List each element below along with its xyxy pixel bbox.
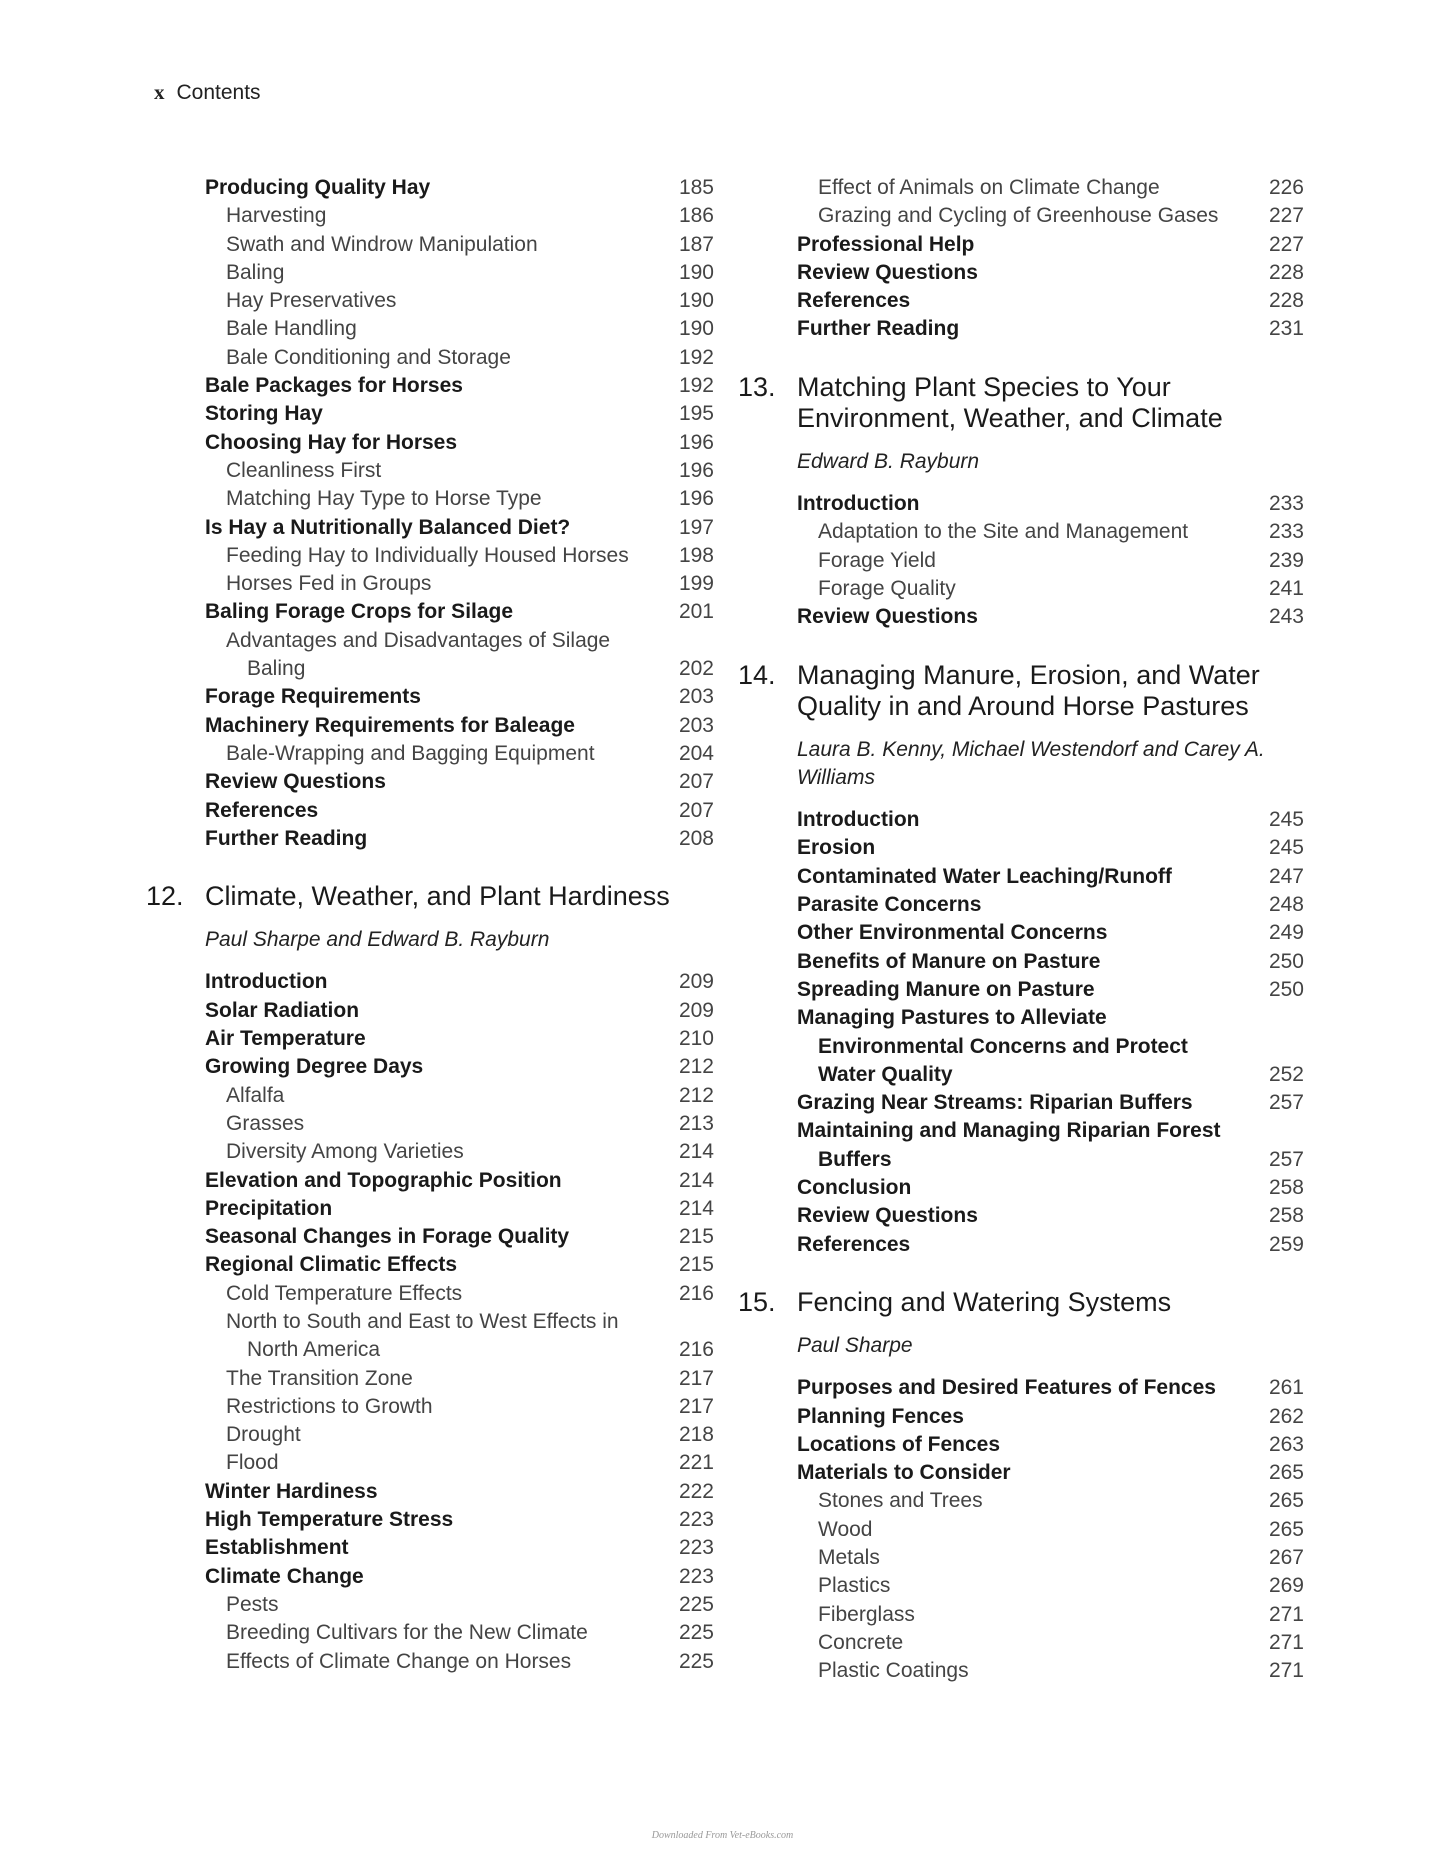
toc-entry-title: Introduction (797, 808, 920, 832)
toc-entry[interactable] (738, 231, 1304, 259)
toc-entry[interactable] (738, 1117, 1304, 1145)
toc-entry-title: Environmental Concerns and Protect (818, 1034, 1188, 1058)
toc-entry-page: 207 (678, 798, 714, 822)
toc-entry-page: 245 (1268, 808, 1304, 832)
toc-entry-title: Is Hay a Nutritionally Balanced Diet? (205, 515, 571, 539)
chapter-title: Matching Plant Species to Your Environment, Weather, and Climate (797, 371, 1223, 433)
toc-entry-title: Metals (818, 1545, 880, 1569)
toc-entry-page: 223 (678, 1536, 714, 1560)
toc-entry-title: Fiberglass (818, 1602, 915, 1626)
toc-entry-page: 250 (1268, 977, 1304, 1001)
toc-entry-page: 218 (678, 1423, 714, 1447)
toc-entry-title: Forage Requirements (205, 685, 421, 709)
toc-entry-title: Matching Hay Type to Horse Type (226, 487, 542, 511)
toc-entry[interactable] (146, 429, 714, 457)
toc-entry-title: Planning Fences (797, 1404, 964, 1428)
toc-entry-title: Water Quality (818, 1062, 953, 1086)
toc-entry[interactable] (738, 976, 1304, 1004)
toc-entry[interactable] (738, 603, 1304, 631)
toc-entry-page: 215 (678, 1225, 714, 1249)
toc-entry-title: Storing Hay (205, 402, 323, 426)
toc-entry-title: Baling (226, 260, 285, 284)
toc-entry-title: Stones and Trees (818, 1489, 983, 1513)
toc-entry-page: 271 (1268, 1602, 1304, 1626)
toc-entry[interactable] (146, 400, 714, 428)
toc-entry[interactable] (738, 1516, 1304, 1544)
toc-entry-title: References (205, 798, 319, 822)
watermark: Downloaded From Vet-eBooks.com (651, 1830, 794, 1841)
toc-entry[interactable] (146, 1110, 714, 1138)
toc-entry[interactable] (738, 1231, 1304, 1259)
toc-entry-page: 258 (1268, 1204, 1304, 1228)
chapter-heading (738, 372, 1304, 434)
toc-entry[interactable] (146, 1591, 714, 1619)
toc-entry-page: 187 (678, 232, 714, 256)
toc-entry-page: 265 (1268, 1461, 1304, 1485)
toc-entry-page: 227 (1268, 204, 1304, 228)
toc-entry-title: The Transition Zone (226, 1366, 413, 1390)
toc-entry-title: Review Questions (205, 770, 386, 794)
toc-entry[interactable] (146, 768, 714, 796)
toc-entry-page: 190 (678, 260, 714, 284)
toc-entry-title: Machinery Requirements for Baleage (205, 713, 575, 737)
toc-entry-page: 203 (678, 685, 714, 709)
toc-entry-title: Feeding Hay to Individually Housed Horses (226, 543, 629, 567)
toc-entry-page: 225 (678, 1649, 714, 1673)
toc-entry-title: Harvesting (226, 204, 327, 228)
toc-entry-title: Bale-Wrapping and Bagging Equipment (226, 741, 595, 765)
toc-entry-page: 265 (1268, 1489, 1304, 1513)
toc-entry-page: 265 (1268, 1517, 1304, 1541)
toc-entry-page: 243 (1268, 605, 1304, 629)
toc-entry-title: Parasite Concerns (797, 893, 982, 917)
toc-entry-page: 271 (1268, 1659, 1304, 1683)
toc-entry[interactable] (146, 1223, 714, 1251)
toc-entry[interactable] (146, 825, 714, 853)
toc-entry-page: 262 (1268, 1404, 1304, 1428)
toc-entry[interactable] (738, 1089, 1304, 1117)
toc-entry[interactable] (146, 570, 714, 598)
toc-entry-title: Erosion (797, 836, 876, 860)
toc-entry[interactable] (738, 287, 1304, 315)
toc-entry-title: Professional Help (797, 232, 975, 256)
toc-entry-page: 227 (1268, 232, 1304, 256)
toc-entry-page: 226 (1268, 176, 1304, 199)
toc-entry-page: 223 (678, 1564, 714, 1588)
toc-entry-page: 216 (678, 1338, 714, 1362)
toc-entry-title: Concrete (818, 1630, 904, 1654)
toc-entry-title: Growing Degree Days (205, 1055, 424, 1079)
toc-entry-title: Swath and Windrow Manipulation (226, 232, 538, 256)
toc-entry-title: Further Reading (797, 317, 960, 341)
toc-entry-title: Regional Climatic Effects (205, 1253, 458, 1277)
toc-entry[interactable] (738, 1629, 1304, 1657)
toc-entry-page: 245 (1268, 836, 1304, 860)
toc-entry-title: Flood (226, 1451, 279, 1475)
toc-entry[interactable] (146, 1449, 714, 1477)
toc-entry[interactable] (146, 740, 714, 768)
toc-entry-title: Introduction (205, 970, 328, 994)
toc-entry[interactable] (146, 1251, 714, 1279)
toc-entry[interactable] (738, 1544, 1304, 1572)
toc-entry[interactable] (738, 1459, 1304, 1487)
toc-entry[interactable] (146, 627, 714, 655)
toc-entry-page: 259 (1268, 1232, 1304, 1256)
toc-entry-title: Buffers (818, 1147, 892, 1171)
toc-entry-title: Benefits of Manure on Pasture (797, 949, 1101, 973)
toc-entry[interactable] (146, 372, 714, 400)
toc-entry-title: Solar Radiation (205, 998, 360, 1022)
toc-entry-page: 190 (678, 317, 714, 341)
running-title: Contents (176, 81, 261, 104)
toc-entry-page: 192 (678, 374, 714, 398)
toc-entry[interactable] (738, 1202, 1304, 1230)
toc-entry[interactable] (146, 1082, 714, 1110)
toc-entry-page: 207 (678, 770, 714, 794)
toc-entry-page: 228 (1268, 289, 1304, 313)
toc-entry[interactable] (146, 1138, 714, 1166)
toc-entry-page: 263 (1268, 1432, 1304, 1456)
page-header (154, 80, 261, 105)
toc-entry-page: 201 (678, 600, 714, 624)
toc-entry-title: Climate Change (205, 1564, 364, 1588)
toc-entry-page: 215 (678, 1253, 714, 1277)
toc-entry-title: Adaptation to the Site and Management (818, 520, 1189, 544)
toc-entry-title: References (797, 1232, 911, 1256)
toc-entry-page: 249 (1268, 921, 1304, 945)
toc-entry-title: Contaminated Water Leaching/Runoff (797, 864, 1172, 888)
toc-entry[interactable] (738, 1601, 1304, 1629)
toc-entry-title: Review Questions (797, 1204, 978, 1228)
toc-entry[interactable] (146, 968, 714, 996)
toc-entry[interactable] (146, 683, 714, 711)
toc-entry[interactable] (738, 891, 1304, 919)
toc-entry-page: 214 (678, 1196, 714, 1220)
toc-entry-title: Bale Conditioning and Storage (226, 345, 511, 369)
toc-entry-title: Bale Handling (226, 317, 357, 341)
toc-entry[interactable] (738, 863, 1304, 891)
toc-entry-page: 214 (678, 1168, 714, 1192)
toc-entry-title: References (797, 289, 911, 313)
toc-entry-page: 208 (678, 826, 714, 850)
toc-entry-page: 257 (1268, 1147, 1304, 1171)
toc-entry-title: Locations of Fences (797, 1432, 1001, 1456)
toc-entry-page: 225 (678, 1592, 714, 1616)
toc-entry[interactable] (146, 1365, 714, 1393)
toc-entry-page: 239 (1268, 548, 1304, 572)
toc-entry-page: 202 (678, 657, 714, 681)
toc-entry-title: Establishment (205, 1536, 349, 1560)
toc-entry[interactable] (146, 315, 714, 343)
toc-entry-title: Baling (247, 657, 306, 681)
toc-entry-page: 267 (1268, 1545, 1304, 1569)
toc-entry-title: Restrictions to Growth (226, 1394, 433, 1418)
toc-entry-page: 216 (678, 1281, 714, 1305)
toc-entry-title: Precipitation (205, 1196, 333, 1220)
toc-entry-title: Producing Quality Hay (205, 176, 431, 199)
toc-entry-page: 231 (1268, 317, 1304, 341)
toc-entry[interactable] (146, 1053, 714, 1081)
toc-entry[interactable] (146, 1195, 714, 1223)
chapter-heading (738, 1287, 1304, 1318)
toc-entry-page: 222 (678, 1479, 714, 1503)
toc-entry[interactable] (738, 948, 1304, 976)
toc-entry-page: 250 (1268, 949, 1304, 973)
toc-entry[interactable] (146, 344, 714, 372)
toc-entry-title: High Temperature Stress (205, 1508, 454, 1532)
toc-entry[interactable] (738, 919, 1304, 947)
toc-entry-title: Introduction (797, 492, 920, 516)
toc-entry[interactable] (738, 174, 1304, 202)
toc-entry-page: 204 (678, 741, 714, 765)
toc-entry[interactable] (146, 259, 714, 287)
chapter-authors: Edward B. Rayburn (797, 449, 980, 473)
toc-entry-title: Grasses (226, 1111, 305, 1135)
toc-entry-title: Further Reading (205, 826, 368, 850)
toc-entry-page: 196 (678, 487, 714, 511)
toc-entry-page: 198 (678, 543, 714, 567)
toc-entry-page: 209 (678, 998, 714, 1022)
toc-entry[interactable] (738, 1572, 1304, 1600)
toc-entry-page: 214 (678, 1140, 714, 1164)
toc-entry-title: Drought (226, 1423, 301, 1447)
toc-entry-title: Hay Preservatives (226, 289, 397, 313)
toc-entry[interactable] (738, 1431, 1304, 1459)
toc-entry-title: North to South and East to West Effects in (226, 1309, 619, 1333)
toc-entry-title: Forage Yield (818, 548, 936, 572)
toc-entry[interactable] (146, 287, 714, 315)
toc-entry-page: 185 (678, 176, 714, 199)
toc-entry-page: 210 (678, 1027, 714, 1051)
toc-entry-title: Breeding Cultivars for the New Climate (226, 1621, 588, 1645)
toc-entry-title: Winter Hardiness (205, 1479, 378, 1503)
chapter-number: 15. (738, 1286, 776, 1317)
toc-entry[interactable] (146, 514, 714, 542)
toc-entry[interactable] (738, 1061, 1304, 1089)
toc-entry[interactable] (146, 1619, 714, 1647)
toc-entry-title: Baling Forage Crops for Silage (205, 600, 514, 624)
toc-entry-title: Other Environmental Concerns (797, 921, 1108, 945)
toc-entry[interactable] (146, 655, 714, 683)
toc-entry[interactable] (146, 1478, 714, 1506)
toc-entry-page: 190 (678, 289, 714, 313)
toc-entry-page: 252 (1268, 1062, 1304, 1086)
toc-column-right (738, 174, 1304, 1685)
toc-entry-page: 233 (1268, 492, 1304, 516)
toc-entry[interactable] (146, 542, 714, 570)
page-number: x (154, 80, 165, 104)
toc-entry-title: Purposes and Desired Features of Fences (797, 1376, 1216, 1400)
toc-entry-title: Seasonal Changes in Forage Quality (205, 1225, 570, 1249)
toc-entry[interactable] (146, 1280, 714, 1308)
toc-entry-title: North America (247, 1338, 381, 1362)
toc-entry-page: 225 (678, 1621, 714, 1645)
toc-entry-page: 248 (1268, 893, 1304, 917)
toc-entry[interactable] (146, 712, 714, 740)
toc-entry[interactable] (738, 1657, 1304, 1685)
chapter-authors: Paul Sharpe (797, 1333, 913, 1357)
toc-entry-title: Alfalfa (226, 1083, 285, 1107)
toc-entry-page: 197 (678, 515, 714, 539)
toc-entry[interactable] (146, 797, 714, 825)
toc-entry[interactable] (146, 1506, 714, 1534)
toc-entry[interactable] (146, 231, 714, 259)
toc-entry-title: Grazing Near Streams: Riparian Buffers (797, 1091, 1193, 1115)
toc-entry[interactable] (146, 1563, 714, 1591)
toc-entry[interactable] (146, 997, 714, 1025)
toc-column-left (146, 174, 714, 1676)
toc-entry[interactable] (738, 202, 1304, 230)
toc-entry-page: 228 (1268, 260, 1304, 284)
chapter-number: 12. (146, 881, 184, 912)
toc-entry-title: Air Temperature (205, 1027, 366, 1051)
toc-entry[interactable] (146, 457, 714, 485)
toc-entry-title: Conclusion (797, 1176, 912, 1200)
toc-entry-page: 212 (678, 1055, 714, 1079)
toc-entry[interactable] (738, 575, 1304, 603)
toc-entry[interactable] (738, 259, 1304, 287)
toc-entry-page: 195 (678, 402, 714, 426)
toc-entry-page: 258 (1268, 1176, 1304, 1200)
toc-entry[interactable] (146, 174, 714, 202)
toc-entry[interactable] (146, 598, 714, 626)
toc-entry-page: 203 (678, 713, 714, 737)
toc-entry-title: Managing Pastures to Alleviate (797, 1006, 1107, 1030)
chapter-authors: Laura B. Kenny, Michael Westendorf and Carey A. Williams (797, 737, 1265, 789)
toc-entry-title: Grazing and Cycling of Greenhouse Gases (818, 204, 1219, 228)
toc-entry-page: 261 (1268, 1376, 1304, 1400)
toc-entry-title: Forage Quality (818, 576, 956, 600)
toc-entry-page: 186 (678, 204, 714, 228)
toc-entry[interactable] (146, 1308, 714, 1336)
chapter-title: Climate, Weather, and Plant Hardiness (205, 881, 670, 912)
toc-entry-page: 192 (678, 345, 714, 369)
toc-entry-title: Materials to Consider (797, 1461, 1011, 1485)
toc-entry[interactable] (146, 485, 714, 513)
toc-entry[interactable] (738, 547, 1304, 575)
toc-entry[interactable] (146, 202, 714, 230)
toc-entry-page: 271 (1268, 1630, 1304, 1654)
toc-entry[interactable] (738, 490, 1304, 518)
chapter-authors: Paul Sharpe and Edward B. Rayburn (205, 928, 550, 952)
toc-entry-title: Elevation and Topographic Position (205, 1168, 562, 1192)
toc-entry[interactable] (738, 518, 1304, 546)
toc-entry-page: 212 (678, 1083, 714, 1107)
toc-entry-title: Plastics (818, 1574, 891, 1598)
toc-entry-title: Cold Temperature Effects (226, 1281, 463, 1305)
toc-entry-page: 233 (1268, 520, 1304, 544)
toc-entry-page: 196 (678, 430, 714, 454)
toc-entry-title: Effect of Animals on Climate Change (818, 176, 1160, 199)
toc-entry[interactable] (738, 1174, 1304, 1202)
toc-entry[interactable] (146, 1025, 714, 1053)
toc-entry[interactable] (146, 1167, 714, 1195)
toc-entry-page: 223 (678, 1508, 714, 1532)
toc-entry[interactable] (146, 1421, 714, 1449)
toc-entry-title: Maintaining and Managing Riparian Forest (797, 1119, 1221, 1143)
toc-entry-title: Wood (818, 1517, 873, 1541)
toc-entry[interactable] (146, 1393, 714, 1421)
chapter-heading (146, 881, 714, 912)
toc-entry-page: 196 (678, 458, 714, 482)
chapter-heading (738, 660, 1304, 722)
toc-entry-title: Diversity Among Varieties (226, 1140, 464, 1164)
toc-entry-title: Choosing Hay for Horses (205, 430, 458, 454)
toc-entry[interactable] (146, 1648, 714, 1676)
toc-entry[interactable] (738, 1403, 1304, 1431)
toc-entry[interactable] (738, 1146, 1304, 1174)
toc-entry-title: Effects of Climate Change on Horses (226, 1649, 572, 1673)
toc-entry-title: Pests (226, 1592, 279, 1616)
toc-entry[interactable] (738, 834, 1304, 862)
chapter-number: 14. (738, 659, 776, 690)
toc-entry[interactable] (738, 1004, 1304, 1032)
toc-entry[interactable] (738, 1033, 1304, 1061)
toc-entry-page: 217 (678, 1366, 714, 1390)
toc-entry-page: 247 (1268, 864, 1304, 888)
toc-entry-title: Review Questions (797, 260, 978, 284)
toc-entry-title: Cleanliness First (226, 458, 382, 482)
toc-entry-title: Bale Packages for Horses (205, 374, 463, 398)
toc-entry-title: Horses Fed in Groups (226, 572, 432, 596)
toc-entry-page: 217 (678, 1394, 714, 1418)
toc-entry[interactable] (738, 1487, 1304, 1515)
toc-entry[interactable] (146, 1336, 714, 1364)
toc-entry-page: 199 (678, 572, 714, 596)
toc-entry-title: Review Questions (797, 605, 978, 629)
toc-entry[interactable] (738, 315, 1304, 343)
chapter-title: Fencing and Watering Systems (797, 1286, 1172, 1317)
toc-entry[interactable] (146, 1534, 714, 1562)
toc-entry-title: Plastic Coatings (818, 1659, 969, 1683)
chapter-number: 13. (738, 371, 776, 402)
toc-entry-page: 241 (1268, 576, 1304, 600)
toc-entry-title: Spreading Manure on Pasture (797, 977, 1095, 1001)
toc-entry-page: 209 (678, 970, 714, 994)
toc-entry-title: Advantages and Disadvantages of Silage (226, 628, 611, 652)
toc-entry-page: 213 (678, 1111, 714, 1135)
toc-entry-page: 221 (678, 1451, 714, 1475)
toc-entry[interactable] (738, 1374, 1304, 1402)
toc-entry-page: 257 (1268, 1091, 1304, 1115)
toc-entry[interactable] (738, 806, 1304, 834)
chapter-title: Managing Manure, Erosion, and Water Quality in and Around Horse Pastures (797, 659, 1260, 721)
toc-entry-page: 269 (1268, 1574, 1304, 1598)
